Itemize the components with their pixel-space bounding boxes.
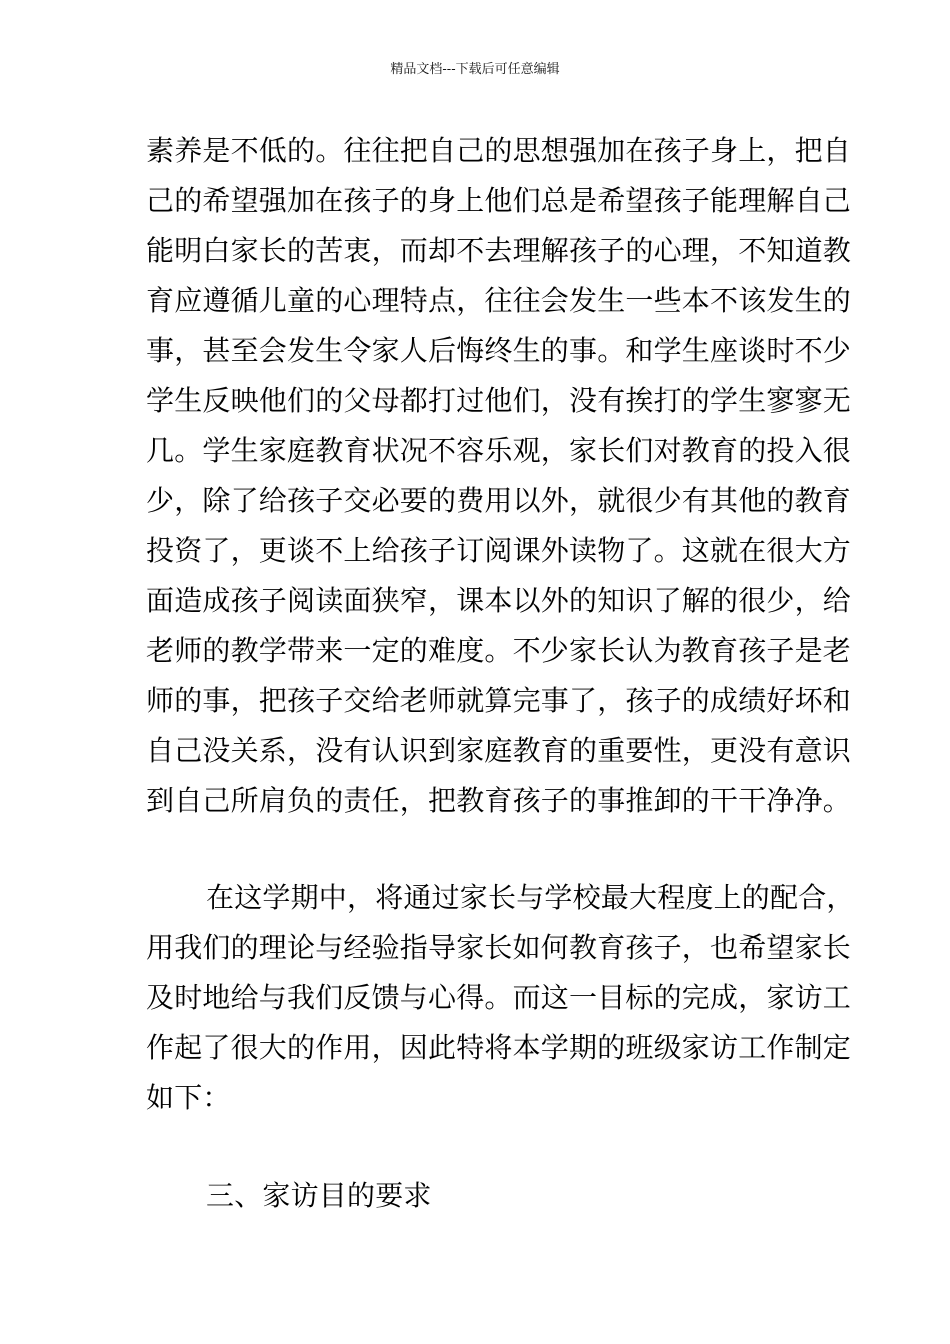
paragraph1-line-9: 投资了，更谈不上给孩子订阅课外读物了。这就在很大方 bbox=[146, 534, 852, 567]
paragraph1-line-13: 自己没关系，没有认识到家庭教育的重要性，更没有意识 bbox=[146, 734, 852, 767]
paragraph2-line-2: 用我们的理论与经验指导家长如何教育孩子，也希望家长 bbox=[146, 931, 852, 964]
paragraph2-line-5: 如下： bbox=[146, 1081, 231, 1114]
paragraph1-line-11: 老师的教学带来一定的难度。不少家长认为教育孩子是老 bbox=[146, 634, 852, 667]
paragraph2-line-1: 在这学期中，将通过家长与学校最大程度上的配合， bbox=[206, 881, 855, 914]
paragraph1-line-14: 到自己所肩负的责任，把教育孩子的事推卸的干干净净。 bbox=[146, 784, 852, 817]
paragraph1-line-3: 能明白家长的苦衷，而却不去理解孩子的心理，不知道教 bbox=[146, 234, 852, 267]
paragraph1-line-12: 师的事，把孩子交给老师就算完事了，孩子的成绩好坏和 bbox=[146, 684, 852, 717]
paragraph1-line-2: 己的希望强加在孩子的身上他们总是希望孩子能理解自己 bbox=[146, 184, 852, 217]
paragraph1-line-4: 育应遵循儿童的心理特点，往往会发生一些本不该发生的 bbox=[146, 284, 852, 317]
paragraph2-line-3: 及时地给与我们反馈与心得。而这一目标的完成，家访工 bbox=[146, 981, 852, 1014]
paragraph1-line-5: 事，甚至会发生令家人后悔终生的事。和学生座谈时不少 bbox=[146, 334, 852, 367]
paragraph1-line-1: 素养是不低的。往往把自己的思想强加在孩子身上，把自 bbox=[146, 134, 852, 167]
paragraph2-line-4: 作起了很大的作用，因此特将本学期的班级家访工作制定 bbox=[146, 1031, 852, 1064]
paragraph1-line-8: 少，除了给孩子交必要的费用以外，就很少有其他的教育 bbox=[146, 484, 852, 517]
paragraph1-line-6: 学生反映他们的父母都打过他们，没有挨打的学生寥寥无 bbox=[146, 384, 852, 417]
page-header: 精品文档---下载后可任意编辑 bbox=[390, 62, 560, 77]
paragraph1-line-10: 面造成孩子阅读面狭窄，课本以外的知识了解的很少，给 bbox=[146, 584, 852, 617]
section-heading: 三、家访目的要求 bbox=[206, 1179, 432, 1212]
paragraph1-line-7: 几。学生家庭教育状况不容乐观，家长们对教育的投入很 bbox=[146, 434, 852, 467]
